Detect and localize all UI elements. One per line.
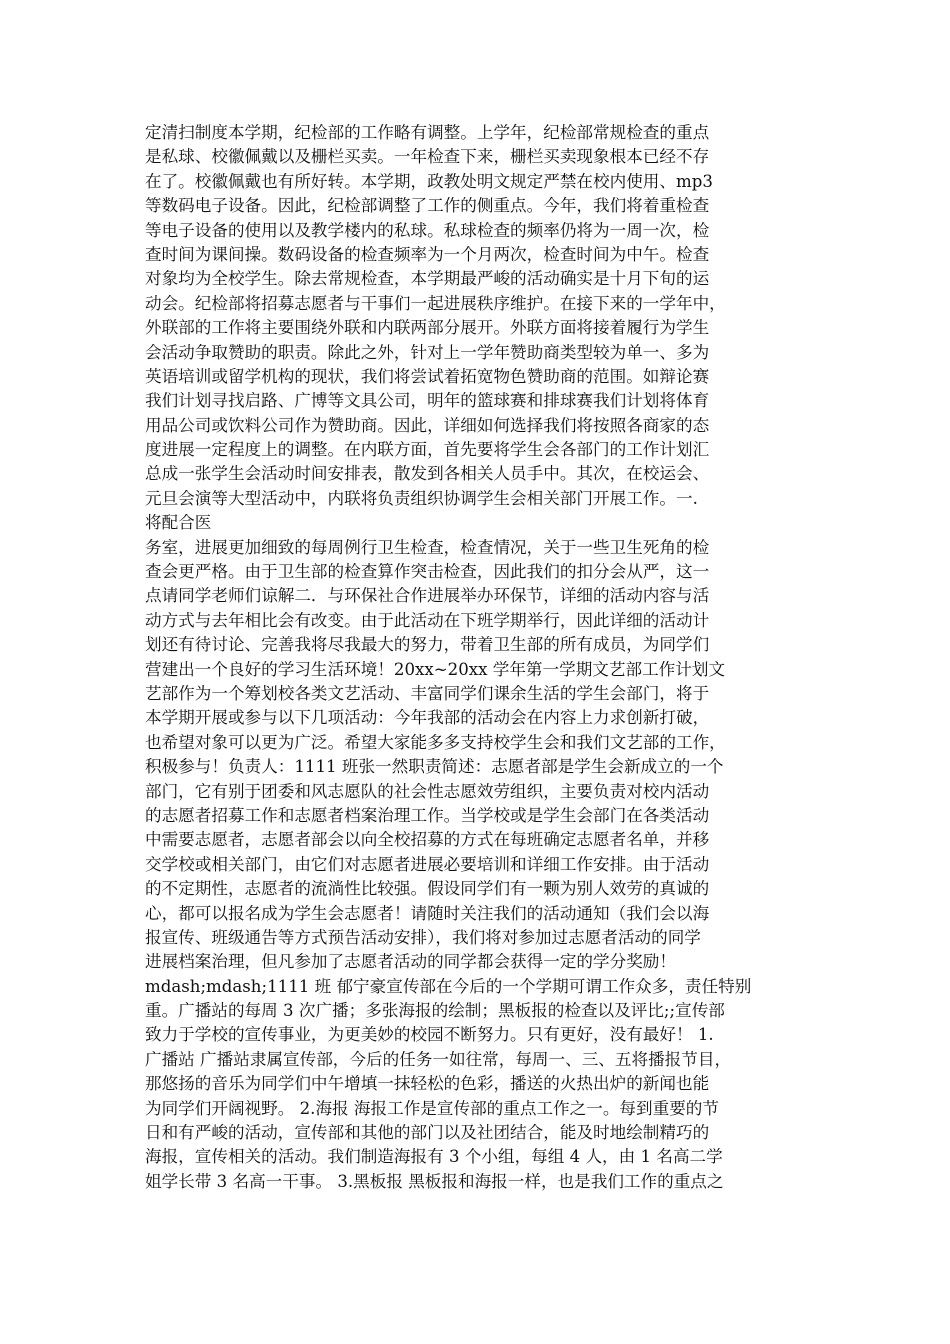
text-line: 务室，进展更加细致的每周例行卫生检查，检查情况，关于一些卫生死角的检 — [145, 537, 710, 557]
text-line: 元旦会演等大型活动中，内联将负责组织协调学生会相关部门开展工作。一. — [145, 488, 698, 508]
text-line: 部门，它有别于团委和风志愿队的社会性志愿效劳组织，主要负责对校内活动 — [145, 781, 710, 801]
text-line: 致力于学校的宣传事业，为更美妙的校园不断努力。只有更好，没有最好！ 1. — [145, 1025, 714, 1045]
text-line: 海报，宣传相关的活动。我们制造海报有 3 个小组，每组 4 人，由 1 名高二学 — [145, 1147, 723, 1167]
text-line: 日和有严峻的活动，宣传部和其他的部门以及社团结合，能及时地绘制精巧的 — [145, 1123, 710, 1143]
text-line: 外联部的工作将主要围绕外联和内联两部分展开。外联方面将接着履行为学生 — [145, 318, 710, 338]
text-line: 度进展一定程度上的调整。在内联方面，首先要将学生会各部门的工作计划汇 — [145, 440, 710, 460]
text-line: 报宣传、班级通告等方式预告活动安排），我们将对参加过志愿者活动的同学 — [145, 927, 701, 947]
text-line: 动方式与去年相比会有改变。由于此活动在下班学期举行，因此详细的活动计 — [145, 610, 710, 630]
text-line: 中需要志愿者，志愿者部会以向全校招募的方式在每班确定志愿者名单，并移 — [145, 830, 710, 850]
text-line: 在了。校徽佩戴也有所好转。本学期，政教处明文规定严禁在校内使用、mp3 — [145, 171, 713, 191]
text-line: 交学校或相关部门，由它们对志愿者进展必要培训和详细工作安排。由于活动 — [145, 854, 710, 874]
text-line: 等数码电子设备。因此，纪检部调整了工作的侧重点。今年，我们将着重检查 — [145, 196, 710, 216]
text-line: 动会。纪检部将招募志愿者与干事们一起进展秩序维护。在接下来的一学年中， — [145, 293, 726, 313]
text-line: 会活动争取赞助的职责。除此之外，针对上一学年赞助商类型较为单一、多为 — [145, 342, 710, 362]
text-line: 为同学们开阔视野。 2.海报 海报工作是宣传部的重点工作之一。每到重要的节 — [145, 1098, 719, 1118]
text-line: 总成一张学生会活动时间安排表，散发到各相关人员手中。其次，在校运会、 — [145, 464, 710, 484]
text-line: 那悠扬的音乐为同学们中午增填一抹轻松的色彩，播送的火热出炉的新闻也能 — [145, 1074, 710, 1094]
text-line: 重。广播站的每周 3 次广播；多张海报的绘制；黑板报的检查以及评比;;宣传部 — [145, 1001, 725, 1021]
text-line: 也希望对象可以更为广泛。希望大家能多多支持校学生会和我们文艺部的工作， — [145, 732, 726, 752]
text-line: 的志愿者招募工作和志愿者档案治理工作。当学校或是学生会部门在各类活动 — [145, 805, 710, 825]
text-line: 艺部作为一个筹划校各类文艺活动、丰富同学们课余生活的学生会部门，将于 — [145, 683, 710, 703]
text-line: 营建出一个良好的学习生活环境！20xx~20xx 学年第一学期文艺部工作计划文 — [145, 659, 726, 679]
text-line: 本学期开展或参与以下几项活动：今年我部的活动会在内容上力求创新打破， — [145, 708, 710, 728]
text-line: mdash;mdash;1111 班 郁宁豪宣传部在今后的一个学期可谓工作众多，责任特别 — [145, 976, 752, 996]
text-line: 用品公司或饮料公司作为赞助商。因此，详细如何选择我们将按照各商家的态 — [145, 415, 710, 435]
text-line: 对象均为全校学生。除去常规检查，本学期最严峻的活动确实是十月下旬的运 — [145, 269, 710, 289]
text-line: 查时间为课间操。数码设备的检查频率为一个月两次，检查时间为中午。检查 — [145, 244, 710, 264]
text-line: 英语培训或留学机构的现状，我们将尝试着拓宽物色赞助商的范围。如辩论赛 — [145, 366, 710, 386]
text-line: 将配合医 — [145, 513, 212, 533]
text-line: 姐学长带 3 名高一干事。 3.黑板报 黑板报和海报一样，也是我们工作的重点之 — [145, 1171, 724, 1191]
text-line: 定清扫制度本学期，纪检部的工作略有调整。上学年，纪检部常规检查的重点 — [145, 123, 710, 142]
text-line: 积极参与！负责人：1111 班张一然职责简述：志愿者部是学生会新成立的一个 — [145, 757, 724, 777]
text-line: 是私球、校徽佩戴以及栅栏买卖。一年检查下来，栅栏买卖现象根本已经不存 — [145, 147, 710, 167]
text-line: 进展档案治理，但凡参加了志愿者活动的同学都会获得一定的学分奖励！ — [145, 952, 676, 972]
text-line: 查会更严格。由于卫生部的检查算作突击检查，因此我们的扣分会从严，这一 — [145, 562, 710, 582]
text-line: 心，都可以报名成为学生会志愿者！请随时关注我们的活动通知（我们会以海 — [145, 903, 710, 923]
text-line: 的不定期性，志愿者的流淌性比较强。假设同学们有一颗为别人效劳的真诚的 — [145, 879, 710, 899]
body-text — [145, 121, 815, 1194]
text-line: 等电子设备的使用以及教学楼内的私球。私球检查的频率仍将为一周一次，检 — [145, 220, 710, 240]
text-line: 我们计划寻找启路、广博等文具公司，明年的篮球赛和排球赛我们计划将体育 — [145, 391, 710, 411]
text-line: 划还有待讨论、完善我将尽我最大的努力，带着卫生部的所有成员，为同学们 — [145, 635, 710, 655]
text-line: 点请同学老师们谅解二．与环保社合作进展举办环保节，详细的活动内容与活 — [145, 586, 710, 606]
text-line: 广播站 广播站隶属宣传部，今后的任务一如往常，每周一、三、五将播报节目， — [145, 1049, 732, 1069]
